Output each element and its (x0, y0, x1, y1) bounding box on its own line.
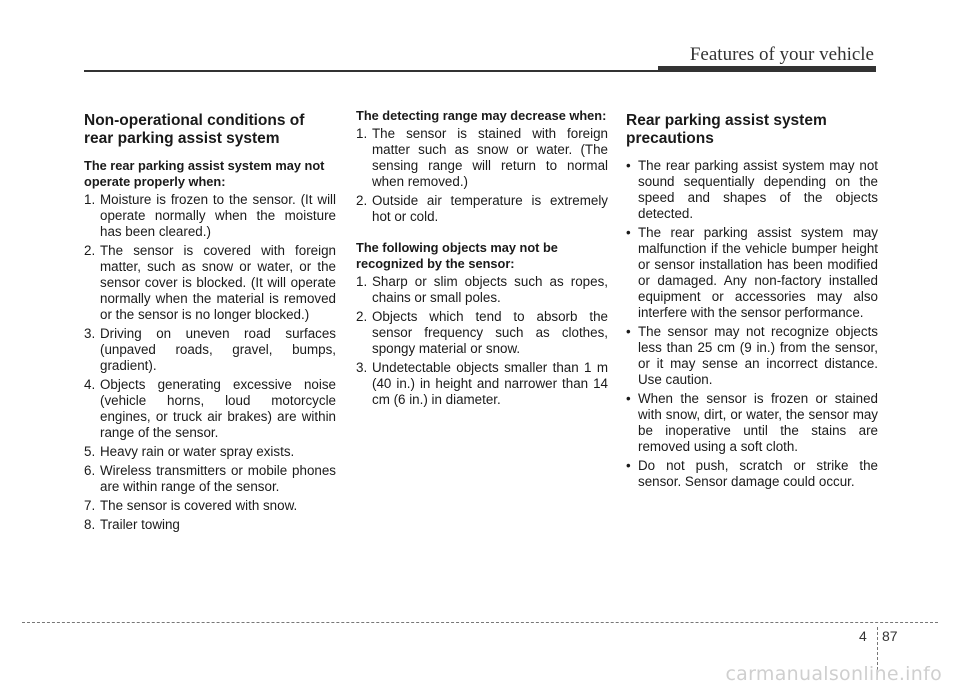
list-item (84, 517, 336, 533)
item-text: The rear parking assist system may not sound sequentially depending on the speed and shapes of the objects detected. (638, 158, 878, 221)
list-unrecognized-objects (356, 274, 608, 408)
item-number: 6. (84, 463, 96, 478)
heading-non-operational: Non-operational conditions of rear parking assist system (84, 112, 305, 147)
header-rule-thick (658, 66, 876, 72)
list-item (356, 274, 608, 306)
watermark: carmanualsonline.info (725, 663, 942, 685)
list-item (356, 360, 608, 408)
list-item (626, 158, 878, 222)
header-rule (84, 70, 658, 72)
list-item (356, 126, 608, 190)
item-number: 5. (84, 444, 96, 459)
column-non-operational (84, 108, 336, 536)
list-item (84, 326, 336, 374)
item-text: Heavy rain or water spray exists. (100, 444, 295, 459)
item-number: 1. (356, 126, 368, 141)
list-item (84, 463, 336, 495)
item-text: Do not push, scratch or strike the sensor. Sensor damage could occur. (638, 458, 878, 489)
list-precautions (626, 158, 878, 490)
list-item (84, 243, 336, 323)
bullet-icon: • (626, 324, 631, 339)
list-item (626, 225, 878, 321)
item-text: Trailer towing (100, 517, 180, 532)
item-text: Sharp or slim objects such as ropes, chains or small poles. (372, 274, 608, 305)
item-number: 2. (356, 193, 368, 208)
list-detecting-range (356, 126, 608, 225)
list-item (84, 192, 336, 240)
item-number: 8. (84, 517, 96, 532)
heading-precautions: Rear parking assist system precautions (626, 112, 827, 147)
item-text: When the sensor is frozen or stained with snow, dirt, or water, the sensor may be inoperative until the stains are removed using a soft cloth. (638, 391, 878, 454)
lead-not-operate: The rear parking assist system may not operate properly when: (84, 158, 325, 189)
list-non-operational (84, 192, 336, 533)
list-item (356, 193, 608, 225)
list-item (626, 458, 878, 490)
item-text: The sensor is covered with foreign matter, such as snow or water, or the sensor cover is blocked. (It will operate normally when the material is removed or the sensor is no longer blocked.) (100, 243, 336, 322)
chapter-number: 4 (859, 628, 867, 644)
item-text: Undetectable objects smaller than 1 m (40 in.) in height and narrower than 14 cm (6 in.) in diameter. (372, 360, 608, 407)
item-text: Driving on uneven road surfaces (unpaved roads, gravel, bumps, gradient). (100, 326, 336, 373)
list-item (626, 324, 878, 388)
lead-unrecognized-objects: The following objects may not be recognized by the sensor: (356, 240, 558, 271)
item-text: The sensor is covered with snow. (100, 498, 298, 513)
item-number: 2. (356, 309, 368, 324)
footer-rule (22, 622, 938, 623)
item-number: 1. (356, 274, 368, 289)
list-item (84, 377, 336, 441)
item-text: Objects which tend to absorb the sensor frequency such as clothes, spongy material or snow. (372, 309, 608, 356)
column-precautions (626, 108, 878, 493)
item-number: 4. (84, 377, 96, 392)
item-number: 3. (84, 326, 96, 341)
column-detecting-range (356, 108, 608, 411)
item-text: Outside air temperature is extremely hot or cold. (372, 193, 608, 224)
bullet-icon: • (626, 458, 631, 473)
list-item (356, 309, 608, 357)
page-number: 87 (882, 628, 898, 644)
item-text: The sensor may not recognize objects less than 25 cm (9 in.) from the sensor, or it may sense an incorrect distance. Use caution. (638, 324, 878, 387)
lead-detecting-range: The detecting range may decrease when: (356, 108, 607, 123)
item-number: 2. (84, 243, 96, 258)
item-text: Objects generating excessive noise (vehicle horns, loud motorcycle engines, or truck air brakes) are within range of the sensor. (100, 377, 336, 440)
item-number: 7. (84, 498, 96, 513)
list-item (84, 498, 336, 514)
list-item (626, 391, 878, 455)
item-number: 3. (356, 360, 368, 375)
item-text: The rear parking assist system may malfunction if the vehicle bumper height or sensor installation has been modified or damaged. Any non-factory installed equipment or accessories may also interfere with the sensor performance. (638, 225, 878, 320)
section-title: Features of your vehicle (689, 44, 874, 65)
bullet-icon: • (626, 391, 631, 406)
item-text: The sensor is stained with foreign matter such as snow or water. (The sensing range will return to normal when removed.) (372, 126, 608, 189)
item-text: Wireless transmitters or mobile phones are within range of the sensor. (100, 463, 336, 494)
item-number: 1. (84, 192, 96, 207)
spacer (356, 228, 608, 240)
list-item (84, 444, 336, 460)
item-text: Moisture is frozen to the sensor. (It will operate normally when the moisture has been cleared.) (100, 192, 336, 239)
bullet-icon: • (626, 158, 631, 173)
bullet-icon: • (626, 225, 631, 240)
